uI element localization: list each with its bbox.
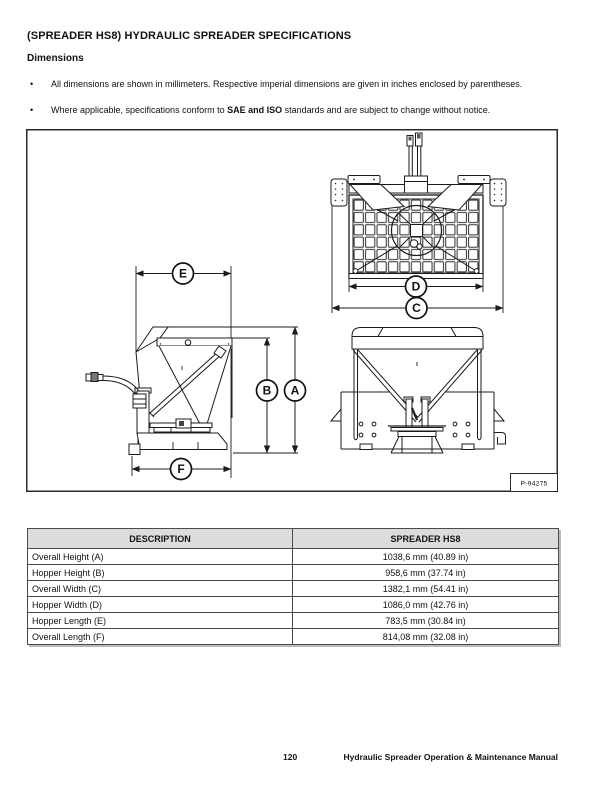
svg-text:D: D — [411, 279, 421, 294]
svg-text:F: F — [177, 462, 185, 477]
footer-manual-title: Hydraulic Spreader Operation & Maintenance Manual — [343, 752, 558, 762]
row-description: Hopper Length (E) — [28, 613, 293, 629]
svg-text:C: C — [412, 301, 421, 316]
mount-plate-right — [490, 179, 506, 206]
bullet-item-units — [27, 79, 558, 90]
svg-text:E: E — [178, 266, 188, 281]
row-description: Overall Length (F) — [28, 629, 293, 645]
figure-code-box — [511, 474, 558, 492]
table-header-spreader-hs8: SPREADER HS8 — [293, 529, 559, 549]
footer-page-number: 120 — [283, 752, 298, 762]
bullet-icon: • — [30, 79, 34, 89]
row-value: 814,08 mm (32.08 in) — [293, 629, 559, 645]
row-description: Hopper Height (B) — [28, 565, 293, 581]
table-row-hopper-length — [28, 613, 559, 629]
callout-e — [173, 263, 194, 284]
bullet-item-standards — [27, 105, 558, 116]
bullet-icon: • — [30, 105, 34, 115]
spec-diagram-figure — [26, 129, 558, 492]
table-row-overall-width — [28, 581, 559, 597]
table-row-overall-length — [28, 629, 559, 645]
bullet-text: All dimensions are shown in millimeters. Respective imperial dimensions are given in inches enclosed by parentheses. — [51, 79, 523, 89]
row-value: 1086,0 mm (42.76 in) — [293, 597, 559, 613]
mount-plate-left — [331, 179, 347, 206]
page-footer — [0, 752, 612, 766]
row-description: Overall Height (A) — [28, 549, 293, 565]
row-description: Hopper Width (D) — [28, 597, 293, 613]
table-row-overall-height — [28, 549, 559, 565]
svg-text:B: B — [262, 383, 272, 398]
svg-text:A: A — [290, 383, 300, 398]
callout-c — [406, 298, 427, 319]
callout-d — [406, 276, 427, 297]
bullet-text: Where applicable, specifications conform to SAE and ISO standards and are subject to change without notice. — [51, 105, 491, 115]
table-header-row — [28, 529, 559, 549]
table-row-hopper-height — [28, 565, 559, 581]
row-description: Overall Width (C) — [28, 581, 293, 597]
spreader-dimension-diagram — [26, 129, 558, 492]
spec-table — [27, 528, 559, 645]
row-value: 958,6 mm (37.74 in) — [293, 565, 559, 581]
callout-f — [171, 459, 192, 480]
callout-a — [285, 380, 306, 401]
row-value: 1382,1 mm (54.41 in) — [293, 581, 559, 597]
figure-code-label: P-94275 — [520, 480, 548, 488]
table-row-hopper-width — [28, 597, 559, 613]
page-title: (SPREADER HS8) HYDRAULIC SPREADER SPECIFICATIONS — [27, 30, 352, 42]
section-heading: Dimensions — [27, 53, 84, 64]
table-header-description: DESCRIPTION — [28, 529, 293, 549]
row-value: 783,5 mm (30.84 in) — [293, 613, 559, 629]
row-value: 1038,6 mm (40.89 in) — [293, 549, 559, 565]
callout-b — [257, 380, 278, 401]
